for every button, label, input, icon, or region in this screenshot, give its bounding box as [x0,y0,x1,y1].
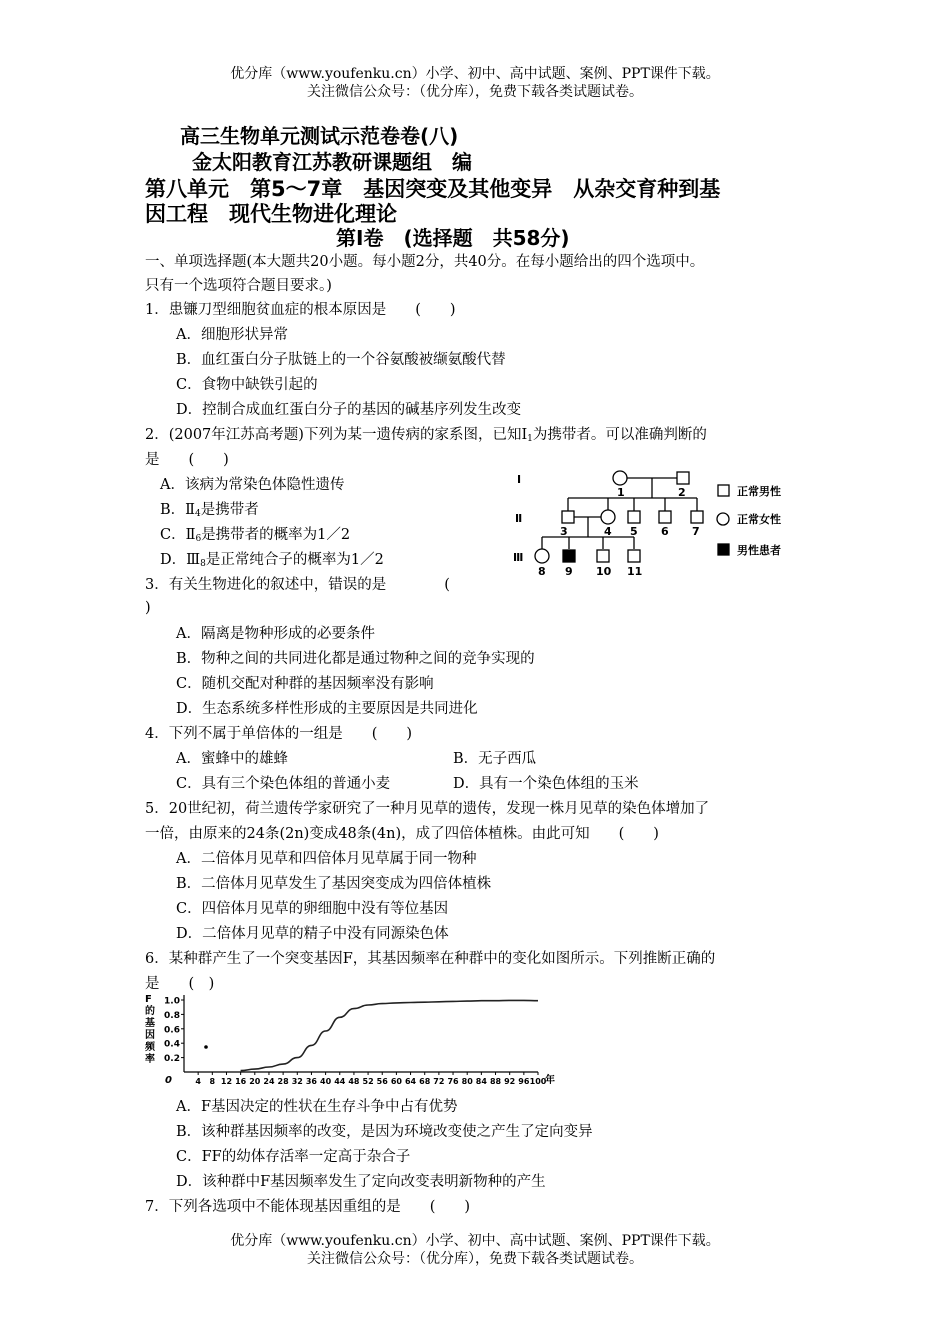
q6-option-b: B．该种群基因频率的改变，是因为环境改变使之产生了定向变异 [176,1124,593,1140]
number-2: 2 [678,486,686,499]
number-10: 10 [596,565,612,578]
pedigree-individual-2 [677,472,689,484]
legend-male-normal-label: 正常男性 [737,485,781,498]
chart-speck [204,1045,208,1049]
q4-option-a: A．蜜蜂中的雄蜂 [176,751,288,767]
x-tick-label: 32 [291,1077,303,1086]
legend-female-normal-icon [717,513,729,525]
y-tick-label: 0.2 [164,1054,180,1065]
q3-option-a: A．隔离是物种形成的必要条件 [176,626,375,642]
site-header-line2: 关注微信公众号：（优分库），免费下载各类试题试卷。 [307,84,643,100]
q3-stem: 3．有关生物进化的叙述中，错误的是 ( [145,577,450,593]
q1-option-a: A．细胞形状异常 [176,327,288,343]
unit-title-line2: 因工程 现代生物进化理论 [145,202,397,226]
q1-option-d: D．控制合成血红蛋白分子的基因的碱基序列发生改变 [176,402,522,418]
pedigree-individual-9 [563,550,575,562]
x-tick-label: 80 [461,1077,473,1086]
chart-ylabel-char: 频 [145,1042,155,1053]
legend-female-normal-label: 正常女性 [737,513,781,526]
q3-option-d: D．生态系统多样性形成的主要原因是共同进化 [176,701,478,717]
pedigree-individual-6 [659,511,671,523]
q6-stem-cont: 是 ( ) [145,976,215,992]
q2-option-c: C．$Ⅱ_6$是携带者的概率为1／2 [160,527,351,544]
legend-male-normal-icon [718,485,729,496]
x-tick-label: 64 [404,1077,417,1086]
x-tick-label: 52 [362,1077,374,1086]
chart-xlabel: 年 [545,1075,555,1086]
x-tick-label: 28 [277,1077,289,1086]
generation-label-1: Ⅰ [517,473,522,486]
q2-stem: 2．(2007年江苏高考题)下列为某一遗传病的家系图，已知$Ⅰ_1$为携带者。可以准确判断的 [145,427,707,444]
q5-option-b: B．二倍体月见草发生了基因突变成为四倍体植株 [176,876,492,892]
y-tick-label: 0.4 [164,1039,180,1050]
series-line-F-frequency [241,1000,538,1070]
q4-stem: 4．下列不属于单倍体的一组是 ( ) [145,726,413,742]
q5-option-d: D．二倍体月见草的精子中没有同源染色体 [176,926,449,942]
site-footer-line2: 关注微信公众号：（优分库），免费下载各类试题试卷。 [307,1251,643,1267]
q4-option-c: C．具有三个染色体组的普通小麦 [176,776,391,792]
pedigree-individual-8 [535,549,549,563]
legend-male-affected-label: 男性患者 [737,544,781,557]
x-tick-label: 88 [489,1077,502,1086]
legend-male-affected-icon [718,544,729,555]
q3-option-b: B．物种之间的共同进化都是通过物种之间的竞争实现的 [176,651,535,667]
q4-option-d: D．具有一个染色体组的玉米 [453,776,639,792]
q3-stem-cont: ) [145,600,151,616]
x-tick-label: 68 [419,1077,431,1086]
q4-option-b: B．无子西瓜 [453,751,537,767]
q2-stem-cont: 是 ( ) [145,452,229,468]
pedigree-individual-5 [628,511,640,523]
x-tick-label: 76 [447,1077,459,1086]
number-1: 1 [617,486,625,499]
chart-ylabel [145,994,156,1065]
x-tick-label: 4 [195,1077,201,1086]
x-tick-label: 100 [529,1077,547,1086]
instructions-line2: 只有一个选项符合题目要求。) [145,278,332,294]
number-9: 9 [565,565,573,578]
x-tick-label: 40 [320,1077,332,1086]
pedigree-individual-3 [562,511,574,523]
exam-title: 高三生物单元测试示范卷卷(八) [180,124,459,148]
pedigree-individual-1 [613,471,627,485]
q6-option-d: D．该种群中F基因频率发生了定向改变表明新物种的产生 [176,1174,546,1190]
q2-option-a: A．该病为常染色体隐性遗传 [160,477,345,493]
number-6: 6 [661,525,669,538]
q1-option-c: C．食物中缺铁引起的 [176,377,318,393]
q5-option-a: A．二倍体月见草和四倍体月见草属于同一物种 [176,851,477,867]
pedigree-individual-10 [597,550,609,562]
q5-option-c: C．四倍体月见草的卵细胞中没有等位基因 [176,901,449,917]
x-tick-label: 20 [249,1077,261,1086]
q7-stem: 7．下列各选项中不能体现基因重组的是 ( ) [145,1199,471,1215]
y-tick-label: 0.6 [164,1025,180,1036]
chart-ylabel-char: 率 [145,1054,155,1065]
x-tick-label: 12 [220,1077,233,1086]
q6-stem: 6．某种群产生了一个突变基因F，其基因频率在种群中的变化如图所示。下列推断正确的 [145,951,716,967]
number-3: 3 [560,525,568,538]
q6-option-c: C．FF的幼体存活率一定高于杂合子 [176,1149,411,1165]
gene-frequency-chart [140,992,565,1090]
y-tick-label: 0.8 [164,1010,180,1021]
chart-ylabel-char: F [145,994,152,1005]
x-tick-label: 16 [235,1077,247,1086]
x-tick-label: 96 [518,1077,530,1086]
unit-title-line1: 第八单元 第5～7章 基因突变及其他变异 从杂交育种到基 [145,177,721,201]
chart-ylabel-char: 因 [145,1030,155,1041]
q6-option-a: A．F基因决定的性状在生存斗争中占有优势 [176,1099,458,1115]
pedigree-individual-11 [628,550,640,562]
q2-option-d: D．$Ⅲ_8$是正常纯合子的概率为1／2 [160,552,384,569]
q1-stem: 1．患镰刀型细胞贫血症的根本原因是 ( ) [145,302,456,318]
y-tick-label: 1.0 [164,996,180,1007]
q2-option-b: B．$Ⅱ_4$是携带者 [160,502,259,519]
x-tick-label: 60 [390,1077,402,1086]
chart-ylabel-char: 基 [145,1018,155,1029]
q1-option-b: B．血红蛋白分子肽链上的一个谷氨酸被缬氨酸代替 [176,352,506,368]
pedigree-individual-7 [691,511,703,523]
x-tick-label: 56 [376,1077,388,1086]
pedigree-figure [505,465,825,583]
pedigree-individual-4 [601,510,615,524]
part-title: 第Ⅰ卷 (选择题 共58分) [336,226,570,250]
x-tick-label: 92 [504,1077,516,1086]
x-tick-label: 72 [433,1077,445,1086]
number-5: 5 [630,525,638,538]
x-tick-label: 24 [263,1077,275,1086]
x-tick-label: 36 [305,1077,318,1086]
chart-origin-label: 0 [165,1075,172,1086]
x-tick-label: 48 [348,1077,360,1086]
q3-option-c: C．随机交配对种群的基因频率没有影响 [176,676,434,692]
number-8: 8 [538,565,546,578]
number-7: 7 [692,525,700,538]
generation-label-3: Ⅲ [513,551,524,564]
x-tick-label: 84 [475,1077,487,1086]
site-header-line1: 优分库（www.youfenku.cn）小学、初中、高中试题、案例、PPT课件下载。 [230,66,720,82]
chart-ylabel-char: 的 [145,1006,155,1017]
generation-label-2: Ⅱ [515,512,523,525]
x-tick-label: 8 [209,1077,216,1086]
x-tick-label: 44 [334,1077,346,1086]
q5-stem: 5．20世纪初，荷兰遗传学家研究了一种月见草的遗传，发现一株月见草的染色体增加了 [145,801,710,817]
exam-author: 金太阳教育江苏教研课题组 编 [192,150,472,174]
site-footer-line1: 优分库（www.youfenku.cn）小学、初中、高中试题、案例、PPT课件下载。 [230,1233,720,1249]
instructions-line1: 一、单项选择题(本大题共20小题。每小题2分，共40分。在每小题给出的四个选项中。 [145,254,705,270]
number-11: 11 [627,565,643,578]
q5-stem-cont: 一倍，由原来的24条(2n)变成48条(4n)，成了四倍体植株。由此可知 ( ) [145,826,659,842]
number-4: 4 [604,525,612,538]
